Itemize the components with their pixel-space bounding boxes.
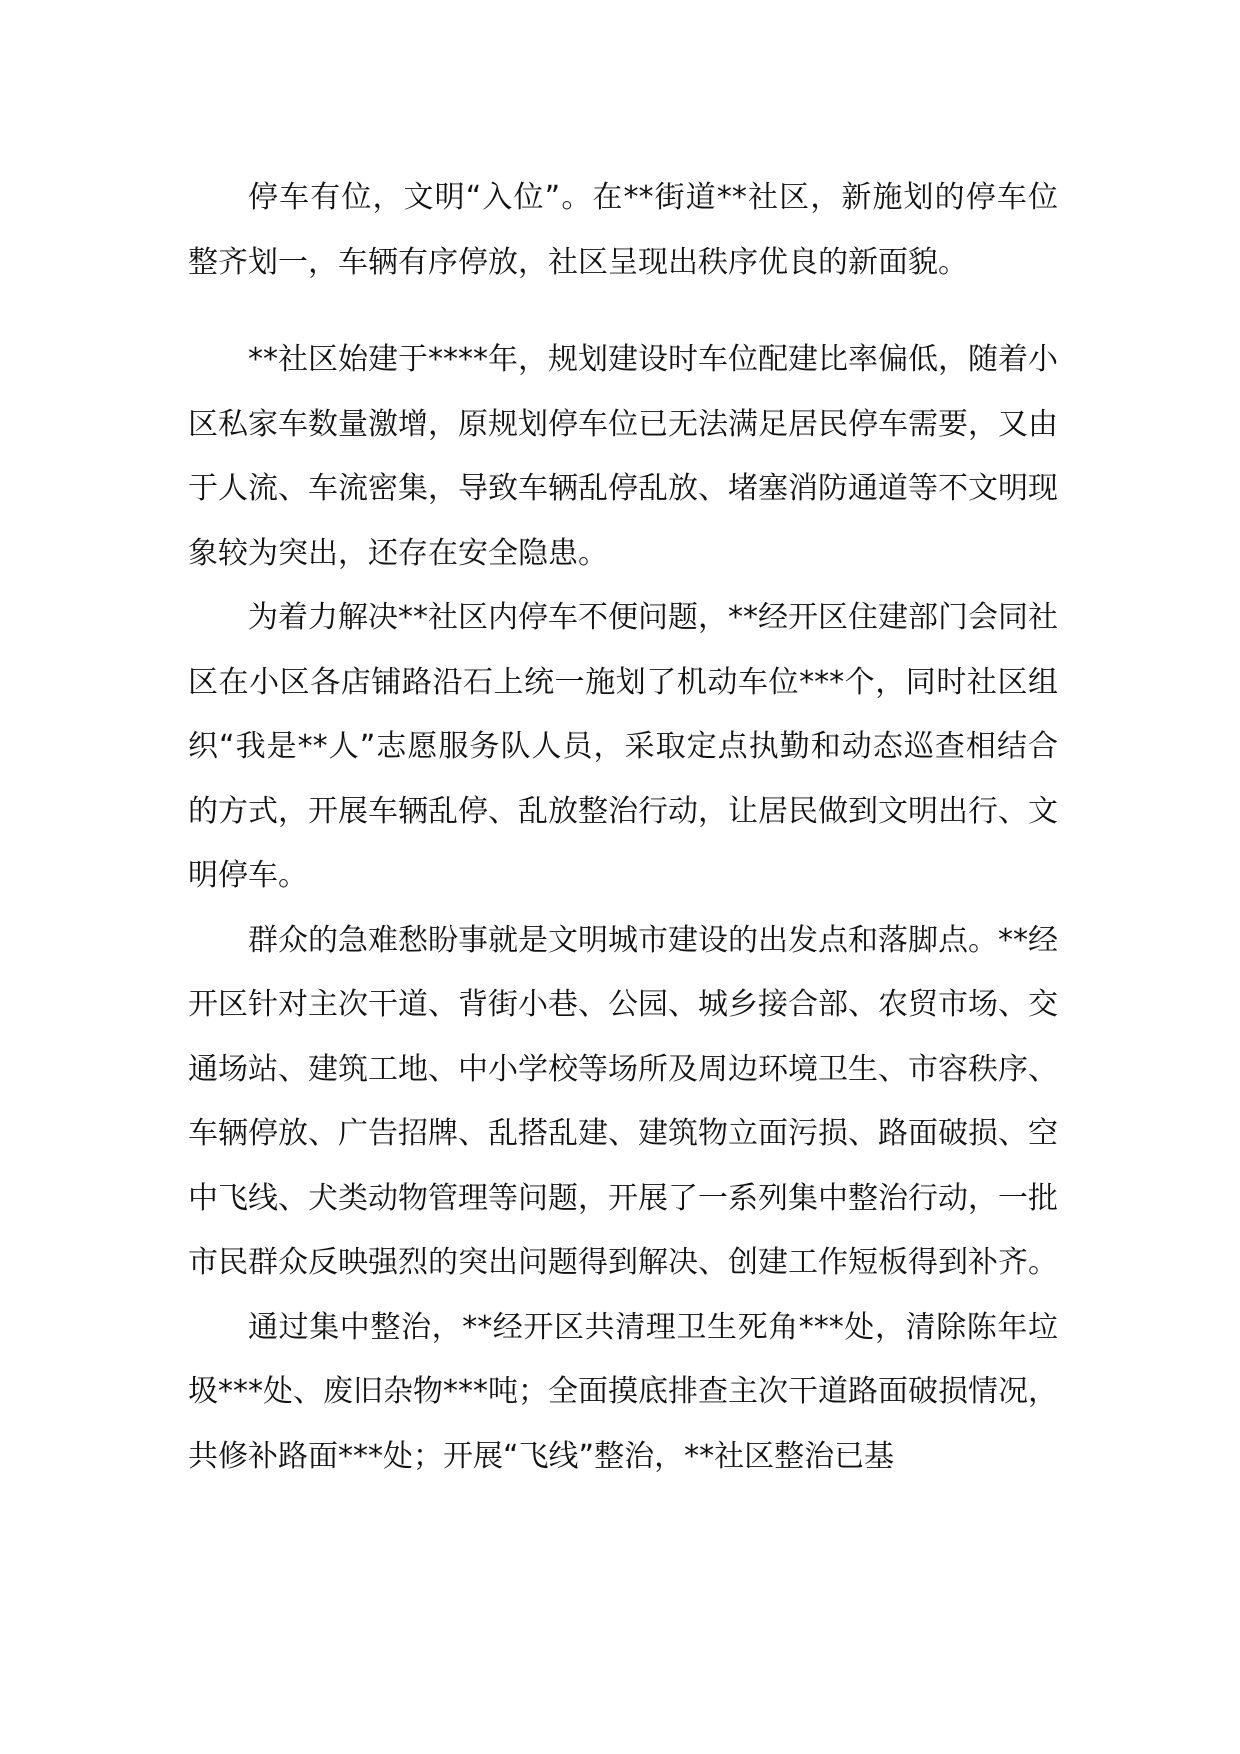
paragraph-civilized-city: 群众的急难愁盼事就是文明城市建设的出发点和落脚点。**经开区针对主次干道、背街小巷、公园、城乡接合部、农贸市场、交通场站、建筑工地、中小学校等场所及周边环境卫生、市容秩序、车辆停放、广告招牌、乱搭乱建、建筑物立面污损、路面破损、空中飞线、犬类动物管理等问题，开展了一系列集中整治行动，一批市民群众反映强烈的突出问题得到解决、创建工作短板得到补齐。 <box>188 922 1058 1280</box>
paragraph-parking-solution: 为着力解决**社区内停车不便问题，**经开区住建部门会同社区在小区各店铺路沿石上统一施划了机动车位***个，同时社区组织“我是**人”志愿服务队人员，采取定点执勤和动态巡查相结合的方式，开展车辆乱停、乱放整治行动，让居民做到文明出行、文明停车。 <box>188 600 1058 893</box>
paragraph-rectification-results: 通过集中整治，**经开区共清理卫生死角***处，清除陈年垃圾***处、废旧杂物***吨；全面摸底排查主次干道路面破损情况，共修补路面***处；开展“飞线”整治，**社区整治已基 <box>188 1309 1058 1474</box>
document-body <box>188 166 1058 1489</box>
paragraph-community-background: **社区始建于****年，规划建设时车位配建比率偏低，随着小区私家车数量激增，原规划停车位已无法满足居民停车需要，又由于人流、车流密集，导致车辆乱停乱放、堵塞消防通道等不文明现象较为突出，还存在安全隐患。 <box>188 342 1058 571</box>
paragraph-parking-order: 停车有位，文明“入位”。在**街道**社区，新施划的停车位整齐划一，车辆有序停放，社区呈现出秩序优良的新面貌。 <box>188 180 1058 280</box>
